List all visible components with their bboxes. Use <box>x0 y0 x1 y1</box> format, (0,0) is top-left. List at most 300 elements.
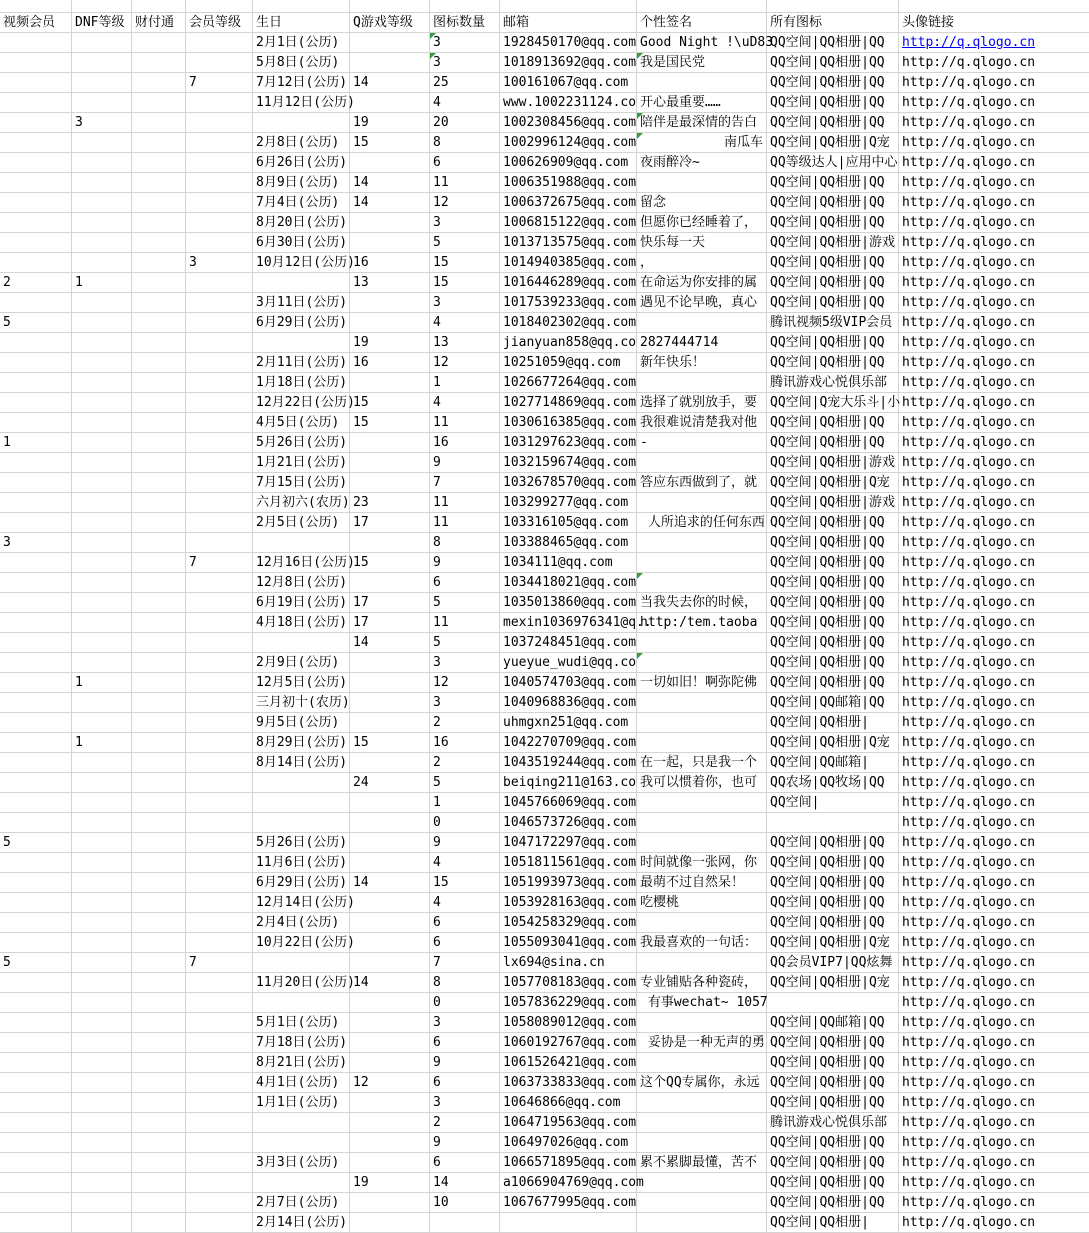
cell[interactable] <box>350 993 430 1013</box>
cell[interactable]: 13 <box>350 273 430 293</box>
cell[interactable] <box>0 233 72 253</box>
cell[interactable] <box>132 873 186 893</box>
cell[interactable] <box>186 53 253 73</box>
cell[interactable]: 16 <box>430 433 500 453</box>
cell[interactable] <box>767 813 899 833</box>
cell[interactable] <box>132 173 186 193</box>
cell[interactable]: 11 <box>430 413 500 433</box>
cell[interactable] <box>72 1173 132 1193</box>
col-header-tenpay[interactable]: 财付通 <box>132 13 186 33</box>
cell[interactable]: 4 <box>430 853 500 873</box>
cell[interactable] <box>186 213 253 233</box>
cell[interactable]: 11 <box>430 493 500 513</box>
cell[interactable]: 9 <box>430 553 500 573</box>
cell[interactable]: 4月5日(公历) <box>253 413 350 433</box>
cell[interactable]: 1002996124@qq.com <box>500 133 637 153</box>
cell[interactable]: QQ空间|QQ相册|Q宠 <box>767 133 899 153</box>
cell[interactable]: QQ空间|QQ相册|QQ <box>767 273 899 293</box>
cell[interactable] <box>132 833 186 853</box>
avatar-link-cell[interactable]: http://q.qlogo.cn <box>899 133 1089 153</box>
col-header-icon-count[interactable]: 图标数量 <box>430 13 500 33</box>
cell[interactable] <box>72 153 132 173</box>
avatar-link-cell[interactable]: http://q.qlogo.cn <box>899 433 1089 453</box>
cell[interactable]: 0 <box>430 993 500 1013</box>
cell[interactable] <box>132 773 186 793</box>
cell[interactable]: 1066571895@qq.com <box>500 1153 637 1173</box>
cell[interactable] <box>637 73 767 93</box>
cell[interactable]: 6 <box>430 933 500 953</box>
cell[interactable]: 1057836229@qq.com <box>500 993 637 1013</box>
cell[interactable] <box>0 1053 72 1073</box>
cell[interactable] <box>132 33 186 53</box>
col-header-email[interactable]: 邮箱 <box>500 13 637 33</box>
cell[interactable]: 10月12日(公历) <box>253 253 350 273</box>
cell[interactable]: 在命运为你安排的属 <box>637 273 767 293</box>
cell[interactable]: 六月初六(农历) <box>253 493 350 513</box>
cell[interactable]: 1040968836@qq.com <box>500 693 637 713</box>
cell[interactable] <box>0 353 72 373</box>
avatar-link-cell[interactable]: http://q.qlogo.cn <box>899 393 1089 413</box>
cell[interactable] <box>637 573 767 593</box>
cell[interactable] <box>186 1133 253 1153</box>
cell[interactable] <box>72 593 132 613</box>
avatar-link-cell[interactable]: http://q.qlogo.cn <box>899 153 1089 173</box>
avatar-link-cell[interactable]: http://q.qlogo.cn <box>899 813 1089 833</box>
cell[interactable]: 7 <box>186 953 253 973</box>
cell[interactable] <box>72 453 132 473</box>
cell[interactable]: 0 <box>430 813 500 833</box>
cell[interactable] <box>0 193 72 213</box>
cell[interactable] <box>132 1173 186 1193</box>
cell[interactable] <box>0 133 72 153</box>
cell[interactable] <box>350 753 430 773</box>
cell[interactable]: 5 <box>0 313 72 333</box>
cell[interactable] <box>132 1113 186 1133</box>
cell[interactable]: 4月18日(公历) <box>253 613 350 633</box>
cell[interactable]: 1018913692@qq.com <box>500 53 637 73</box>
cell[interactable] <box>253 633 350 653</box>
cell[interactable]: QQ空间|Q宠大乐斗|小 <box>767 393 899 413</box>
col-header-all-icons[interactable]: 所有图标 <box>767 13 899 33</box>
cell[interactable] <box>72 993 132 1013</box>
cell[interactable] <box>186 393 253 413</box>
cell[interactable] <box>637 553 767 573</box>
avatar-link-cell[interactable]: http://q.qlogo.cn <box>899 1013 1089 1033</box>
avatar-link-cell[interactable]: http://q.qlogo.cn <box>899 493 1089 513</box>
cell[interactable] <box>0 553 72 573</box>
cell[interactable] <box>637 313 767 333</box>
avatar-link-cell[interactable]: http://q.qlogo.cn <box>899 1033 1089 1053</box>
cell[interactable] <box>350 1153 430 1173</box>
cell[interactable] <box>350 893 430 913</box>
cell[interactable]: QQ等级达人|应用中心 <box>767 153 899 173</box>
cell[interactable] <box>186 513 253 533</box>
cell[interactable] <box>0 1093 72 1113</box>
avatar-link-cell[interactable]: http://q.qlogo.cn <box>899 373 1089 393</box>
cell[interactable]: 3 <box>430 33 500 53</box>
cell[interactable] <box>72 753 132 773</box>
cell[interactable]: 1016446289@qq.com <box>500 273 637 293</box>
cell[interactable]: QQ空间|QQ相册|QQ <box>767 593 899 613</box>
cell[interactable] <box>637 1113 767 1133</box>
cell[interactable]: QQ空间|QQ相册|QQ <box>767 53 899 73</box>
cell[interactable] <box>132 313 186 333</box>
cell[interactable] <box>0 913 72 933</box>
cell[interactable]: 1013713575@qq.com <box>500 233 637 253</box>
cell[interactable] <box>186 733 253 753</box>
cell[interactable] <box>0 613 72 633</box>
cell[interactable]: 2827444714 <box>637 333 767 353</box>
cell[interactable]: QQ空间|QQ相册|QQ <box>767 913 899 933</box>
cell[interactable]: QQ空间|QQ相册|QQ <box>767 1073 899 1093</box>
cell[interactable] <box>72 253 132 273</box>
cell[interactable]: 1057708183@qq.com <box>500 973 637 993</box>
cell[interactable] <box>0 653 72 673</box>
cell[interactable] <box>500 0 637 13</box>
cell[interactable]: 12 <box>430 193 500 213</box>
cell[interactable]: 8 <box>430 533 500 553</box>
cell[interactable]: 3 <box>0 533 72 553</box>
cell[interactable] <box>350 953 430 973</box>
cell[interactable]: 1063733833@qq.com <box>500 1073 637 1093</box>
cell[interactable] <box>186 333 253 353</box>
cell[interactable]: QQ空间|QQ相册|QQ <box>767 833 899 853</box>
cell[interactable]: 19 <box>350 1173 430 1193</box>
cell[interactable]: 1053928163@qq.com <box>500 893 637 913</box>
cell[interactable]: 16 <box>350 253 430 273</box>
cell[interactable] <box>637 833 767 853</box>
cell[interactable]: 1月18日(公历) <box>253 373 350 393</box>
cell[interactable] <box>350 373 430 393</box>
cell[interactable] <box>132 673 186 693</box>
cell[interactable]: 1 <box>72 673 132 693</box>
cell[interactable]: 4 <box>430 93 500 113</box>
cell[interactable]: 2 <box>430 713 500 733</box>
cell[interactable]: 5月1日(公历) <box>253 1013 350 1033</box>
cell[interactable]: QQ空间|QQ相册|QQ <box>767 1173 899 1193</box>
cell[interactable]: 15 <box>350 133 430 153</box>
avatar-link-cell[interactable]: http://q.qlogo.cn <box>899 533 1089 553</box>
cell[interactable]: 腾讯游戏心悦俱乐部 <box>767 373 899 393</box>
cell[interactable] <box>132 933 186 953</box>
cell[interactable]: ， <box>637 253 767 273</box>
cell[interactable] <box>72 1193 132 1213</box>
cell[interactable]: yueyue_wudi@qq.co <box>500 653 637 673</box>
cell[interactable]: 1042270709@qq.com <box>500 733 637 753</box>
cell[interactable] <box>186 1193 253 1213</box>
cell[interactable]: QQ空间|QQ相册|QQ <box>767 673 899 693</box>
cell[interactable] <box>186 713 253 733</box>
cell[interactable] <box>0 53 72 73</box>
cell[interactable]: 5 <box>430 633 500 653</box>
cell[interactable]: QQ空间|QQ相册| <box>767 1213 899 1233</box>
avatar-link-cell[interactable]: http://q.qlogo.cn <box>899 1213 1089 1233</box>
avatar-link-cell[interactable]: http://q.qlogo.cn <box>899 733 1089 753</box>
cell[interactable] <box>0 33 72 53</box>
cell[interactable]: 1054258329@qq.com <box>500 913 637 933</box>
cell[interactable] <box>132 113 186 133</box>
cell[interactable]: 9 <box>430 453 500 473</box>
cell[interactable]: 人所追求的任何东西 <box>637 513 767 533</box>
cell[interactable]: 9 <box>430 1133 500 1153</box>
cell[interactable]: 快乐每一天 <box>637 233 767 253</box>
cell[interactable] <box>72 213 132 233</box>
cell[interactable] <box>186 313 253 333</box>
cell[interactable] <box>72 1013 132 1033</box>
cell[interactable]: 2月9日(公历) <box>253 653 350 673</box>
avatar-link-cell[interactable]: http://q.qlogo.cn <box>899 613 1089 633</box>
avatar-link-cell[interactable]: http://q.qlogo.cn <box>899 313 1089 333</box>
cell[interactable]: 15 <box>350 553 430 573</box>
cell[interactable]: 12月16日(公历) <box>253 553 350 573</box>
cell[interactable] <box>350 153 430 173</box>
cell[interactable]: QQ空间|QQ相册|QQ <box>767 1093 899 1113</box>
avatar-link-cell[interactable]: http://q.qlogo.cn <box>899 853 1089 873</box>
cell[interactable] <box>72 1033 132 1053</box>
cell[interactable] <box>72 793 132 813</box>
cell[interactable]: 25 <box>430 73 500 93</box>
cell[interactable]: 我很难说清楚我对他 <box>637 413 767 433</box>
cell[interactable] <box>430 1213 500 1233</box>
cell[interactable] <box>72 353 132 373</box>
cell[interactable] <box>253 533 350 553</box>
cell[interactable] <box>350 933 430 953</box>
cell[interactable] <box>350 0 430 13</box>
cell[interactable]: 南瓜车 <box>637 133 767 153</box>
cell[interactable] <box>72 1213 132 1233</box>
cell[interactable]: 这个QQ专属你，永远 <box>637 1073 767 1093</box>
cell[interactable] <box>72 633 132 653</box>
cell[interactable] <box>253 773 350 793</box>
cell[interactable] <box>72 1053 132 1073</box>
cell[interactable] <box>637 953 767 973</box>
cell[interactable] <box>0 813 72 833</box>
cell[interactable] <box>0 693 72 713</box>
cell[interactable]: 1月1日(公历) <box>253 1093 350 1113</box>
cell[interactable]: 5 <box>0 833 72 853</box>
cell[interactable]: 1037248451@qq.com <box>500 633 637 653</box>
cell[interactable]: QQ农场|QQ牧场|QQ <box>767 773 899 793</box>
cell[interactable] <box>132 1073 186 1093</box>
cell[interactable] <box>72 813 132 833</box>
cell[interactable] <box>72 913 132 933</box>
cell[interactable] <box>132 713 186 733</box>
col-header-vip-level[interactable]: 会员等级 <box>186 13 253 33</box>
cell[interactable]: 14 <box>350 633 430 653</box>
cell[interactable]: 1 <box>0 433 72 453</box>
cell[interactable]: 106497026@qq.com <box>500 1133 637 1153</box>
cell[interactable]: QQ空间|QQ相册|游戏 <box>767 233 899 253</box>
cell[interactable]: QQ会员VIP7|QQ炫舞 <box>767 953 899 973</box>
cell[interactable] <box>350 913 430 933</box>
cell[interactable]: 4 <box>430 893 500 913</box>
cell[interactable]: 3 <box>72 113 132 133</box>
cell[interactable] <box>72 853 132 873</box>
cell[interactable] <box>350 1113 430 1133</box>
cell[interactable]: QQ空间|QQ相册|QQ <box>767 213 899 233</box>
cell[interactable]: 1027714869@qq.com <box>500 393 637 413</box>
avatar-link-cell[interactable]: http://q.qlogo.cn <box>899 673 1089 693</box>
cell[interactable]: 1055093041@qq.com <box>500 933 637 953</box>
cell[interactable] <box>767 993 899 1013</box>
cell[interactable] <box>72 473 132 493</box>
cell[interactable] <box>132 233 186 253</box>
cell[interactable] <box>186 753 253 773</box>
cell[interactable]: 1002308456@qq.com <box>500 113 637 133</box>
cell[interactable] <box>72 393 132 413</box>
cell[interactable]: 4 <box>430 313 500 333</box>
avatar-link-cell[interactable]: http://q.qlogo.cn <box>899 1093 1089 1113</box>
cell[interactable]: 6月30日(公历) <box>253 233 350 253</box>
cell[interactable]: 4月1日(公历) <box>253 1073 350 1093</box>
cell[interactable]: 7 <box>186 73 253 93</box>
cell[interactable] <box>186 373 253 393</box>
cell[interactable]: QQ空间|QQ相册|QQ <box>767 413 899 433</box>
cell[interactable] <box>72 533 132 553</box>
cell[interactable]: - <box>637 433 767 453</box>
cell[interactable] <box>72 933 132 953</box>
cell[interactable]: 14 <box>350 193 430 213</box>
cell[interactable]: 6 <box>430 913 500 933</box>
cell[interactable] <box>132 793 186 813</box>
cell[interactable] <box>637 813 767 833</box>
cell[interactable]: 14 <box>350 73 430 93</box>
cell[interactable] <box>186 913 253 933</box>
cell[interactable]: 最萌不过自然呆！ <box>637 873 767 893</box>
cell[interactable] <box>637 913 767 933</box>
cell[interactable] <box>253 273 350 293</box>
cell[interactable] <box>350 1013 430 1033</box>
cell[interactable] <box>72 833 132 853</box>
cell[interactable] <box>186 533 253 553</box>
cell[interactable]: 腾讯视频5级VIP会员 <box>767 313 899 333</box>
cell[interactable] <box>186 273 253 293</box>
cell[interactable] <box>72 433 132 453</box>
cell[interactable]: 7月12日(公历) <box>253 73 350 93</box>
cell[interactable] <box>637 1173 767 1193</box>
cell[interactable]: 17 <box>350 613 430 633</box>
cell[interactable]: 1 <box>430 373 500 393</box>
cell[interactable]: 11月12日(公历) <box>253 93 350 113</box>
cell[interactable] <box>0 673 72 693</box>
cell[interactable]: 8月20日(公历) <box>253 213 350 233</box>
cell[interactable]: QQ空间|QQ相册|QQ <box>767 1193 899 1213</box>
cell[interactable] <box>767 0 899 13</box>
cell[interactable] <box>132 133 186 153</box>
cell[interactable] <box>132 393 186 413</box>
cell[interactable]: 12月5日(公历) <box>253 673 350 693</box>
cell[interactable]: 1058089012@qq.com <box>500 1013 637 1033</box>
avatar-link-cell[interactable]: http://q.qlogo.cn <box>899 233 1089 253</box>
avatar-link-cell[interactable]: http://q.qlogo.cn <box>899 1133 1089 1153</box>
cell[interactable]: 11月6日(公历) <box>253 853 350 873</box>
cell[interactable] <box>132 893 186 913</box>
cell[interactable]: 15 <box>350 413 430 433</box>
avatar-link-cell[interactable]: http://q.qlogo.cn <box>899 1173 1089 1193</box>
cell[interactable]: 开心最重要…… <box>637 93 767 113</box>
cell[interactable] <box>253 953 350 973</box>
cell[interactable]: 但愿你已经睡着了， <box>637 213 767 233</box>
cell[interactable] <box>253 113 350 133</box>
avatar-link-cell[interactable]: http://q.qlogo.cn <box>899 933 1089 953</box>
cell[interactable] <box>72 653 132 673</box>
avatar-link-cell[interactable]: http://q.qlogo.cn <box>899 293 1089 313</box>
cell[interactable] <box>637 653 767 673</box>
cell[interactable] <box>132 333 186 353</box>
cell[interactable]: 19 <box>350 333 430 353</box>
col-header-qgame-level[interactable]: Q游戏等级 <box>350 13 430 33</box>
cell[interactable] <box>72 513 132 533</box>
avatar-link-cell[interactable]: http://q.qlogo.cn <box>899 873 1089 893</box>
cell[interactable]: 12 <box>430 353 500 373</box>
cell[interactable]: 1032678570@qq.com <box>500 473 637 493</box>
cell[interactable] <box>132 273 186 293</box>
avatar-link-cell[interactable]: http://q.qlogo.cn <box>899 193 1089 213</box>
cell[interactable] <box>0 173 72 193</box>
cell[interactable] <box>132 93 186 113</box>
avatar-link-cell[interactable]: http://q.qlogo.cn <box>899 93 1089 113</box>
cell[interactable]: 留念 <box>637 193 767 213</box>
cell[interactable] <box>132 1213 186 1233</box>
cell[interactable]: QQ空间|QQ相册|Q宠 <box>767 973 899 993</box>
cell[interactable] <box>186 893 253 913</box>
cell[interactable]: 12 <box>350 1073 430 1093</box>
cell[interactable]: 3 <box>430 653 500 673</box>
cell[interactable] <box>132 473 186 493</box>
cell[interactable]: QQ空间|QQ相册|Q宠 <box>767 733 899 753</box>
cell[interactable] <box>637 633 767 653</box>
cell[interactable]: QQ空间|QQ相册|QQ <box>767 253 899 273</box>
cell[interactable] <box>186 873 253 893</box>
cell[interactable] <box>132 1053 186 1073</box>
cell[interactable] <box>0 973 72 993</box>
cell[interactable]: www.1002231124.co <box>500 93 637 113</box>
cell[interactable]: QQ空间|QQ相册|QQ <box>767 653 899 673</box>
cell[interactable] <box>350 233 430 253</box>
cell[interactable]: 14 <box>350 873 430 893</box>
cell[interactable] <box>350 853 430 873</box>
cell[interactable] <box>430 0 500 13</box>
avatar-link-cell[interactable]: http://q.qlogo.cn <box>899 513 1089 533</box>
cell[interactable] <box>637 793 767 813</box>
cell[interactable] <box>253 993 350 1013</box>
cell[interactable] <box>0 993 72 1013</box>
cell[interactable]: 有事wechat~ 1057 <box>637 993 767 1013</box>
cell[interactable] <box>186 853 253 873</box>
cell[interactable] <box>132 0 186 13</box>
cell[interactable] <box>72 973 132 993</box>
cell[interactable]: 1014940385@qq.com <box>500 253 637 273</box>
cell[interactable]: QQ空间|QQ相册|QQ <box>767 73 899 93</box>
cell[interactable]: 1032159674@qq.com <box>500 453 637 473</box>
col-header-video-vip[interactable]: 视频会员 <box>0 13 72 33</box>
cell[interactable]: QQ空间|QQ相册|QQ <box>767 853 899 873</box>
avatar-link-cell[interactable]: http://q.qlogo.cn <box>899 253 1089 273</box>
cell[interactable] <box>132 853 186 873</box>
cell[interactable]: 10月22日(公历) <box>253 933 350 953</box>
cell[interactable] <box>132 1133 186 1153</box>
cell[interactable] <box>0 1113 72 1133</box>
cell[interactable] <box>132 653 186 673</box>
cell[interactable] <box>72 1093 132 1113</box>
cell[interactable]: 腾讯游戏心悦俱乐部 <box>767 1113 899 1133</box>
avatar-link-cell[interactable]: http://q.qlogo.cn <box>899 553 1089 573</box>
cell[interactable] <box>637 1013 767 1033</box>
cell[interactable] <box>637 533 767 553</box>
cell[interactable]: 17 <box>350 513 430 533</box>
cell[interactable] <box>0 1133 72 1153</box>
cell[interactable]: QQ空间|QQ相册|QQ <box>767 433 899 453</box>
